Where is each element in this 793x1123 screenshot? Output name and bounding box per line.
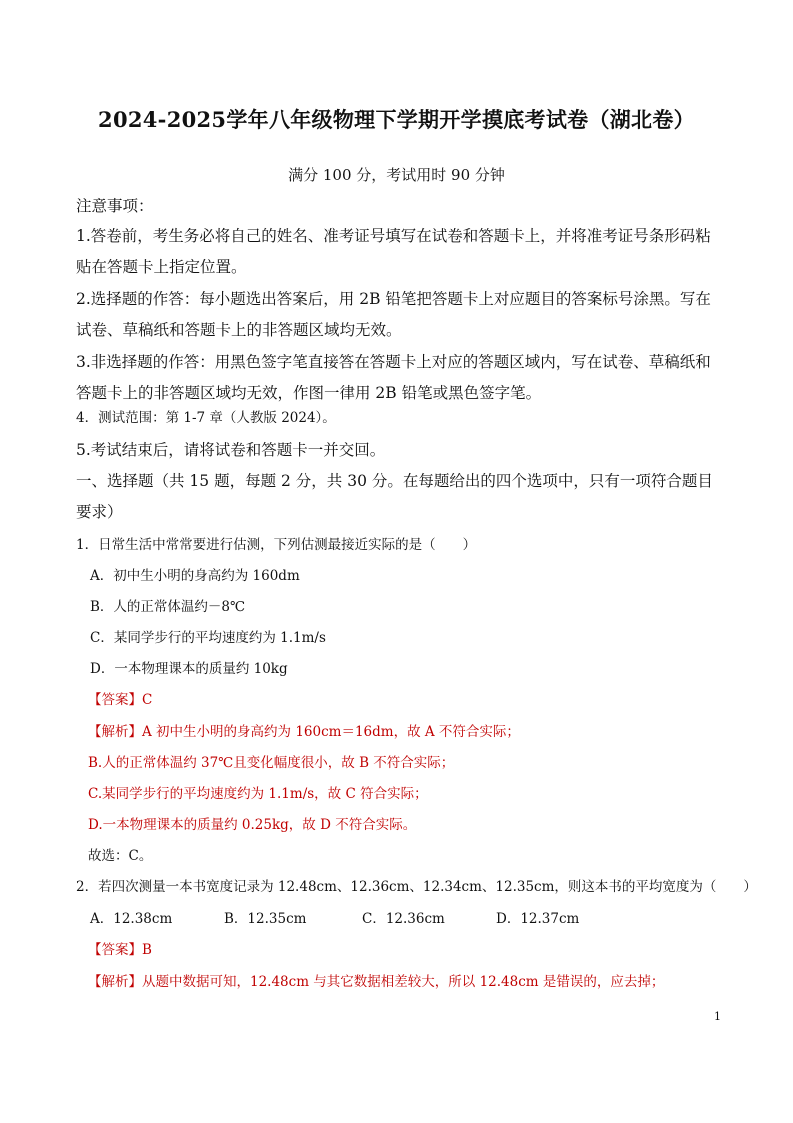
question-2-option-a: A．12.38cm [90, 911, 173, 927]
question-2-option-c: C．12.36cm [362, 911, 445, 927]
question-1-analysis-line-2: B.人的正常体温约 37℃且变化幅度很小，故 B 不符合实际； [88, 755, 455, 771]
question-1-answer: 【答案】C [88, 692, 153, 708]
question-1-option-a: A．初中生小明的身高约为 160dm [90, 568, 300, 584]
analysis-text: A 初中生小明的身高约为 160cm＝16dm，故 A 不符合实际； [142, 724, 520, 740]
notice-heading: 注意事项： [76, 197, 154, 215]
question-1-conclusion: 故选：C。 [88, 848, 153, 864]
analysis-label: 【解析】 [88, 724, 142, 740]
question-1-analysis-line-1 [88, 722, 520, 742]
notice-item-5: 5.考试结束后，请将试卷和答题卡一并交回。 [76, 441, 386, 459]
question-2-stem: 2．若四次测量一本书宽度记录为 12.48cm、12.36cm、12.34cm、12.35cm，则这本书的平均宽度为（ ） [76, 879, 757, 895]
notice-item-2-line-2: 试卷、草稿纸和答题卡上的非答题区域均无效。 [76, 321, 402, 339]
section-heading-line-2: 要求） [76, 503, 123, 521]
exam-info: 满分 100 分，考试用时 90 分钟 [288, 166, 505, 184]
question-1-option-d: D．一本物理课本的质量约 10kg [90, 661, 288, 677]
notice-item-2-line-1: 2.选择题的作答：每小题选出答案后，用 2B 铅笔把答题卡上对应题目的答案标号涂黑。写在 [76, 290, 711, 308]
question-2-analysis [88, 972, 664, 992]
analysis-text: 从题中数据可知，12.48cm 与其它数据相差较大，所以 12.48cm 是错误的，应去掉； [142, 974, 665, 990]
notice-item-3-line-1: 3.非选择题的作答：用黑色签字笔直接答在答题卡上对应的答题区域内，写在试卷、草稿纸和 [76, 353, 711, 371]
notice-item-1-line-2: 贴在答题卡上指定位置。 [76, 258, 247, 276]
question-2-option-b: B．12.35cm [224, 911, 307, 927]
question-1-option-c: C．某同学步行的平均速度约为 1.1m/s [90, 630, 326, 646]
question-1-analysis-line-3: C.某同学步行的平均速度约为 1.1m/s，故 C 符合实际； [88, 786, 428, 802]
analysis-label: 【解析】 [88, 974, 142, 990]
question-2-answer: 【答案】B [88, 942, 152, 958]
page-number: 1 [714, 1010, 721, 1023]
question-1-option-b: B．人的正常体温约－8℃ [90, 599, 246, 615]
notice-item-3-line-2: 答题卡上的非答题区域均无效，作图一律用 2B 铅笔或黑色签字笔。 [76, 384, 542, 402]
section-heading-line-1: 一、选择题（共 15 题，每题 2 分，共 30 分。在每题给出的四个选项中，只有一项符合题目 [76, 472, 713, 490]
question-1-analysis-line-4: D.一本物理课本的质量约 0.25kg，故 D 不符合实际。 [88, 817, 417, 833]
question-1-stem: 1．日常生活中常常要进行估测，下列估测最接近实际的是（ ） [76, 537, 477, 553]
notice-item-4: 4．测试范围：第 1-7 章（人教版 2024）。 [76, 410, 336, 426]
question-2-option-d: D．12.37cm [496, 911, 580, 927]
document-title: 2024-2025学年八年级物理下学期开学摸底考试卷（湖北卷） [98, 107, 695, 132]
notice-item-1-line-1: 1.答卷前，考生务必将自己的姓名、准考证号填写在试卷和答题卡上，并将准考证号条形码粘 [76, 227, 711, 245]
